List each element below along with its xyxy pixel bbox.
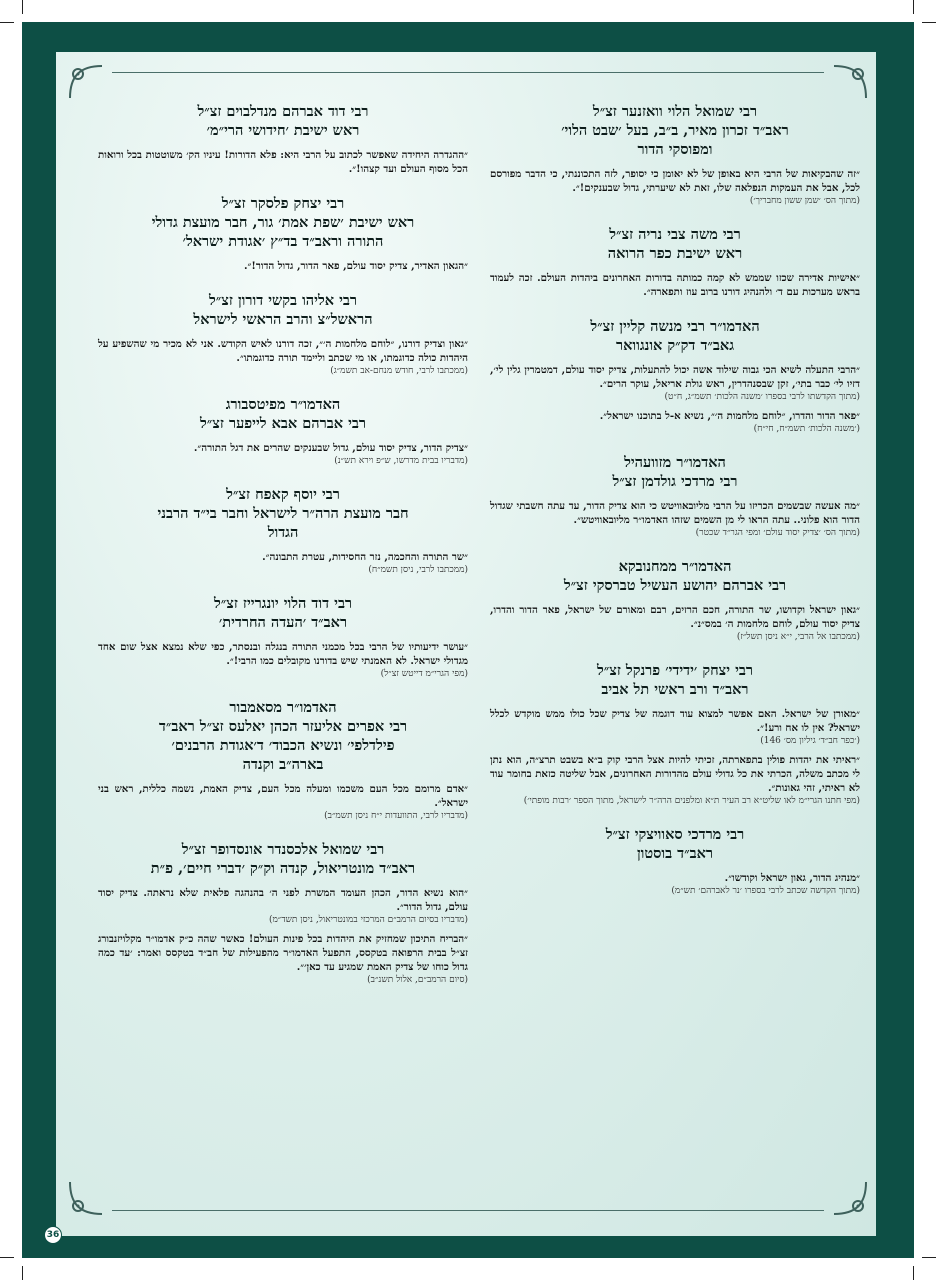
rabbi-entry: [98, 840, 468, 986]
rabbi-entry: [490, 825, 860, 897]
heading-line: ראב״ד מונטריאול, קנדה וק״ק ׳דברי חיים׳, פ״ת: [150, 860, 416, 877]
heading-line: גאב״ד דק״ק אונגוואר: [615, 337, 735, 354]
quote-source: (מתוך הקדשה שכתב לרבי בספרו ׳נר לאברהם׳ תש״מ): [671, 886, 860, 896]
quote-source: (מתוך הס׳ ׳שמן ששון מחבריך׳): [749, 196, 860, 206]
heading-line: האדמו״ר מסאמבור: [229, 699, 337, 716]
entry-heading: [490, 661, 860, 699]
divider: [112, 1210, 824, 1211]
rabbi-entry: [490, 225, 860, 299]
quote-source: (מתוך הקדשתו לרבי בספרו ׳משנה הלכות׳ תשמ״ג, ח״ט): [664, 392, 860, 402]
crop-mark: [922, 1257, 936, 1258]
quote-text: ״ההגדרה היחידה שאפשר לכתוב על הרבי היא: פלא הדורות! עיניו הק׳ משוטטות בכל ורואות הכל מסוף העולם ועד קצהו!״.: [98, 149, 468, 175]
rabbi-entry: [98, 594, 468, 680]
heading-line: ראש ישיבת ׳חידושי הרי״מ׳: [206, 122, 360, 139]
quote-text: ״אישיות אדירה שכזו שממש לא קמה כמותה בדורות האחרונים ביהדות העולם. זכה לעמוד בראש מערכות עם ד׳ ולהנהיג דורנו ברוב עוז ותפארה״.: [490, 272, 860, 298]
heading-line: רבי אברהם יהושע העשיל טברסקי זצ״ל: [563, 577, 787, 594]
quote-source: (מדבריו בסיום הרמב״ם המרכזי במונטריאול, ניסן תשד״מ): [268, 915, 468, 925]
quote-text: ״מה אעשה שבשמים הכריזו על הרבי מליובאוויטש כי הוא צדיק הדור, עד עתה חשבתי שגדול הדור הוא פלוני.. עתה הראו לי מן השמים שזהו האדמו״ר מליובאוויטש״.: [490, 500, 860, 526]
quote-text: ״הגאון האדיר, צדיק יסוד עולם, פאר הדור, גדול הדור!״.: [243, 260, 468, 272]
entry-heading: [98, 291, 468, 329]
rabbi-entry: [98, 102, 468, 176]
quote-text: ״הוא נשיא הדור, הכהן העומד המשרת לפני ה׳ בהנהגה פלאית שלא נראתה. צדיק יסוד עולם, גדול הדור״.: [98, 887, 468, 913]
heading-line: חבר מועצת הרה״ר לישראל וחבר בי״ד הרבני: [157, 505, 409, 522]
rabbi-entry: [98, 698, 468, 822]
heading-line: ומפוסקי הדור: [637, 141, 713, 158]
quote-source: (׳כפר חב״ד׳ גיליון מס׳ 146): [760, 736, 860, 746]
entry-heading: [98, 698, 468, 774]
heading-line: בארה״ב וקנדה: [242, 756, 324, 773]
right-column: [490, 102, 860, 915]
entry-heading: [490, 225, 860, 263]
heading-line: רבי מרדכי גולדמן זצ״ל: [612, 473, 738, 490]
quote-text: ״שר התורה והחכמה, נזר החסידות, עטרת התבונה״.: [262, 551, 468, 563]
heading-line: רבי שמואל הלוי וואזנער זצ״ל: [592, 103, 758, 120]
divider: [112, 72, 824, 73]
quote-source: (ממכתבו לרבי, חודש מנחם-אב תשמ״ג): [330, 366, 468, 376]
heading-line: רבי יצחק ׳ידידי׳ פרנקל זצ״ל: [596, 662, 754, 679]
heading-line: האדמו״ר רבי מנשה קליין זצ״ל: [590, 318, 760, 335]
entry-heading: [490, 825, 860, 863]
entry-heading: [98, 594, 468, 632]
entry-heading: [98, 395, 468, 433]
crop-mark: [913, 1266, 914, 1280]
rabbi-entry: [490, 317, 860, 435]
quote-text: ״ראיתי את יהדות פולין בתפארתה, זכיתי להיות אצל הרבי קוק ב״א בשבט תרצ״ה, הוא נתן לי מכתב משלה, הכרתי את כל גדולי עולם מהדורות האחרונים, אבל שליטה כזאת בחומר עוד לא ראיתי, זהי גאונות״.: [490, 754, 860, 794]
heading-line: ראב״ד ורב ראשי תל אביב: [601, 681, 749, 698]
flourish-icon: [64, 60, 108, 104]
quote-text: ״פאר הדור והדרו, ״לוחם מלחמות ה׳״, נשיא א-ל בתוכנו ישראל״.: [599, 410, 860, 422]
quote-text: ״אדם מרומם מכל העם משכמו ומעלה מכל העם, צדיק האמת, נשמה כללית, ראש בני ישראל״.: [98, 783, 468, 809]
heading-line: רבי שמואל אלכסנדר אונסדופר זצ״ל: [181, 841, 385, 858]
quote-source: (ממכתבו אל הרבי, י״א ניסן תשל״ז): [736, 632, 860, 642]
heading-line: האדמו״ר מזוועהיל: [624, 454, 726, 471]
quote-text: ״זה שהבקיאות של הרבי היא באופן של לא יאומן כי יסופר, לזה התכוננתי, כי הדבר מפורסם לכל, אבל את העמקות הנפלאה שלו, זאת לא שיערתי, גדול שבענקים!״.: [490, 168, 860, 194]
heading-line: האדמו״ר ממחנובקא: [618, 558, 732, 575]
quote-text: ״גאון ישראל וקדושו, שר התורה, חכם הרזים, רבם ומאורם של ישראל, פאר הדור והדרו, צדיק יסוד עולם, לוחם מלחמות ה׳ במס״נ״.: [490, 604, 860, 630]
quote-text: ״צדיק הדור, צדיק יסוד עולם, גדול שבענקים שהרים את דגל התורה״.: [193, 442, 468, 454]
heading-line: ראב״ד בוסטון: [636, 845, 714, 862]
quote-source: (׳משנה הלכות׳ תשמ״ח, חי״ח): [753, 424, 860, 434]
quote-source: (מפי חתנו הגרי״מ לאו שליט״א רב העיר ת״א ומלפנים הרה״ר לישראל, מתוך הספר ׳רבות מופתי׳): [523, 796, 860, 806]
heading-line: הראשל״צ והרב הראשי לישראל: [193, 311, 373, 328]
crop-mark: [22, 1266, 23, 1280]
flourish-icon: [828, 1176, 872, 1220]
heading-line: רבי דוד אברהם מנדלבוים זצ״ל: [197, 103, 369, 120]
heading-line: האדמו״ר מפיטסבורג: [225, 396, 341, 413]
heading-line: רבי יצחק פלסקר זצ״ל: [221, 195, 345, 212]
page-number: 36: [44, 1226, 62, 1244]
rabbi-entry: [490, 661, 860, 807]
entry-heading: [490, 102, 860, 159]
quote-text: ״עושר ידיעותיו של הרבי בכל מכמני התורה בנגלה ובנסתר, כפי שלא נמצא אצל שום אחד מגדולי ישראל. לא האמנתי שיש בדורנו מקובלים כמו הרבי!״.: [98, 641, 468, 667]
quote-text: ״הבריח התיכון שמחזיק את היהדות בכל פינות העולם! כאשר שהה כ״ק אדמו״ר מקלויזנבורג זצ״ל בבית הרפואה בטקסס, התפעל האדמו״ר מהפעילות של חב״ד בטקסס ואמר: ׳עד כמה גדול כוחו של צדיק האמת שמגיע עד כאן׳״.: [98, 933, 468, 973]
quote-text: ״גאון וצדיק דורנו, ״לוחם מלחמות ה׳״, זכה דורנו לאיש הקודש. אני לא מכיר מי שהשפיע על היהדות כולה כדוגמתו, או מי שכתב וליימד תורה כדוגמתו״.: [98, 338, 468, 364]
flourish-icon: [64, 1176, 108, 1220]
heading-line: רבי אפרים אליעזר הכהן יאלעס זצ״ל ראב״ד: [158, 718, 408, 735]
entry-heading: [98, 840, 468, 878]
rabbi-entry: [98, 194, 468, 273]
quote-text: ״מנהיג הדור, גאון ישראל וקודשו״.: [724, 872, 860, 884]
heading-line: התורה וראב״ד בד״ץ ׳אגודת ישראל׳: [182, 233, 384, 250]
entry-heading: [490, 453, 860, 491]
entry-heading: [490, 317, 860, 355]
crop-mark: [0, 22, 14, 23]
crop-mark: [0, 1257, 14, 1258]
entry-heading: [98, 102, 468, 140]
flourish-icon: [828, 60, 872, 104]
quote-text: ״הרבי התעלה לשיא הכי גבוה שילוד אשה יכול להתעלות, צדיק יסוד עולם, דמטמרין גלין לי׳, דזיו לי׳ כבר בתי׳, זקן שבסנהדרין, ראש גולת אריאל, עוקר הרים״.: [490, 364, 860, 390]
quote-text: ״מאורן של ישראל. האם אפשר למצוא עוד דוגמה של צדיק שכל כולו ממש מוקדש לכלל ישראל? אין לו אח ורע!״.: [490, 708, 860, 734]
entry-heading: [98, 485, 468, 542]
rabbi-entry: [490, 102, 860, 207]
heading-line: רבי משה צבי נריה זצ״ל: [609, 226, 741, 243]
heading-line: רבי מרדכי סאוויצקי זצ״ל: [605, 826, 745, 843]
heading-line: רבי אליהו בקשי דורון זצ״ל: [208, 292, 357, 309]
heading-line: פילדלפי׳ ונשיא הכבוד׳ ד׳אגודת הרבנים׳: [171, 737, 395, 754]
quote-source: (מדבריו בבית מדרשו, ש״פ וירא תש״נ): [334, 456, 468, 466]
entry-heading: [490, 557, 860, 595]
left-column: [98, 102, 468, 1004]
entry-heading: [98, 194, 468, 251]
heading-line: ראב״ד זכרון מאיר, ב״ב, בעל ׳שבט הלוי׳: [561, 122, 789, 139]
quote-source: (סיום הרמב״ם, אלול תשנ״ב): [367, 975, 468, 985]
heading-line: ראש ישיבת ׳שפת אמת׳ גור, חבר מועצת גדולי: [151, 214, 415, 231]
heading-line: הגדול: [267, 524, 299, 541]
heading-line: ראש ישיבת כפר הרואה: [607, 245, 743, 262]
quote-source: (מתוך הס׳ ׳צדיק יסוד עולם׳ ומפי הגר״ד שכטר): [695, 528, 860, 538]
crop-mark: [922, 22, 936, 23]
heading-line: ראב״ד ׳העדה החרדית׳: [218, 614, 348, 631]
heading-line: רבי אברהם אבא לייפער זצ״ל: [199, 415, 367, 432]
rabbi-entry: [490, 557, 860, 643]
rabbi-entry: [98, 395, 468, 467]
quote-source: (ממכתבו לרבי, ניסן תשמ״ח): [368, 565, 468, 575]
rabbi-entry: [98, 291, 468, 377]
heading-line: רבי דוד הלוי יונגרייז זצ״ל: [213, 595, 353, 612]
crop-mark: [913, 0, 914, 14]
crop-mark: [22, 0, 23, 14]
rabbi-entry: [490, 453, 860, 539]
heading-line: רבי יוסף קאפח זצ״ל: [226, 486, 340, 503]
quote-source: (מפי הגרי״מ דייטש זצ״ל): [380, 669, 468, 679]
rabbi-entry: [98, 485, 468, 576]
quote-source: (מדבריו לרבי, התוועדות י״ח ניסן תשמ״ב): [324, 811, 468, 821]
